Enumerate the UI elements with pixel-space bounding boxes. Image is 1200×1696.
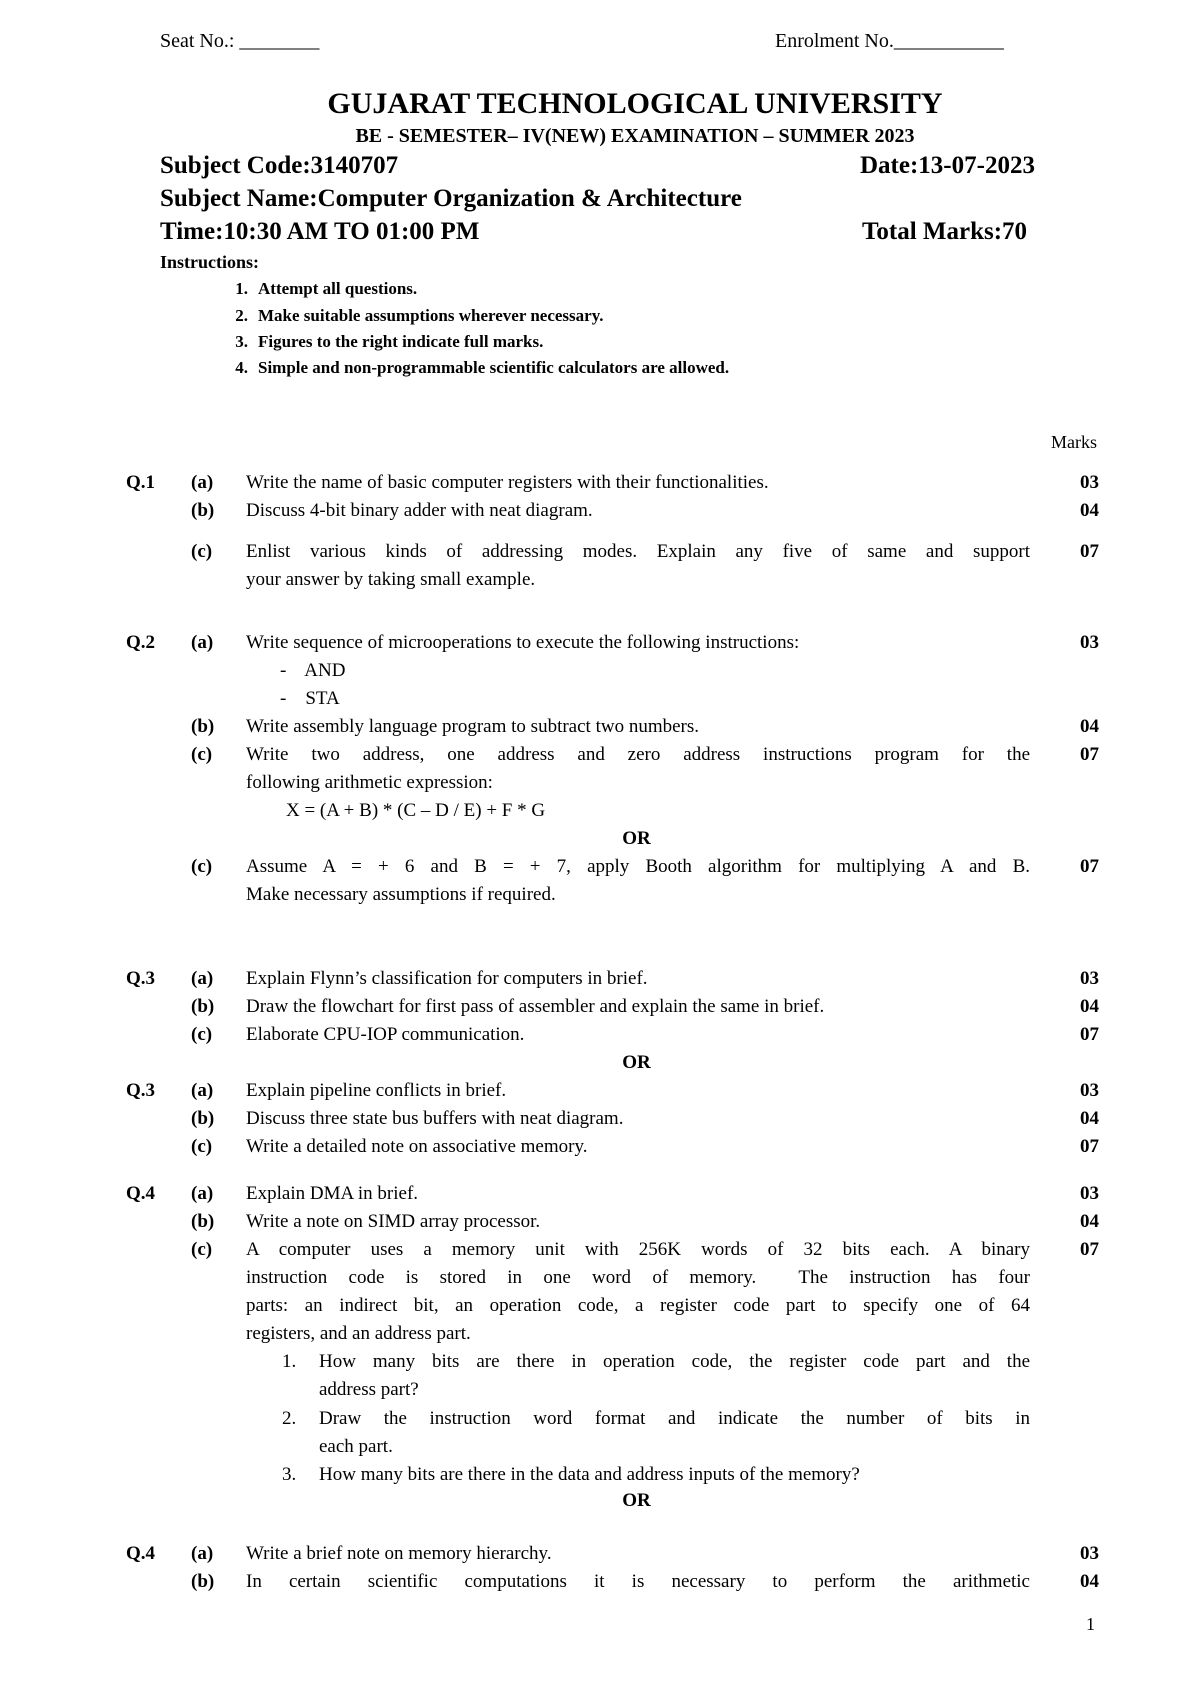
sub-item-text: each part. [319,1436,393,1457]
seat-no: Seat No.: ________ [160,30,320,52]
sub-label: (b) [191,1211,215,1232]
or-separator: OR [622,1490,651,1511]
question-text: A computer uses a memory unit with 256K words of 32 bits each. A binary [246,1239,1030,1260]
sub-item-text: How many bits are there in the data and address inputs of the memory? [319,1464,860,1485]
marks-value: 07 [1080,856,1099,877]
question-text: Assume A = + 6 and B = + 7, apply Booth algorithm for multiplying A and B. [246,856,1030,877]
question-label: Q.1 [126,472,156,493]
instructions-heading: Instructions: [160,252,260,272]
university-title: GUJARAT TECHNOLOGICAL UNIVERSITY [327,87,943,120]
question-text: Draw the flowchart for first pass of assembler and explain the same in brief. [246,996,825,1017]
question-text: Discuss three state bus buffers with neat diagram. [246,1108,624,1129]
marks-value: 07 [1080,1024,1099,1045]
instruction-bullet: - AND [280,660,346,681]
enrolment-no: Enrolment No.___________ [775,30,1004,52]
question-label: Q.4 [126,1543,156,1564]
question-label: Q.2 [126,632,156,653]
marks-value: 04 [1080,1211,1099,1232]
marks-value: 07 [1080,541,1099,562]
question-text: Explain pipeline conflicts in brief. [246,1080,507,1101]
sub-item-text: How many bits are there in operation code, the register code part and the [319,1351,1030,1372]
question-text: Write a note on SIMD array processor. [246,1211,541,1232]
subject-name: Subject Name:Computer Organization & Architecture [160,185,742,212]
question-text: Discuss 4-bit binary adder with neat diagram. [246,500,593,521]
question-text: Enlist various kinds of addressing modes. Explain any five of same and support [246,541,1030,562]
question-label: Q.3 [126,1080,156,1101]
sub-label: (a) [191,1543,214,1564]
question-text: your answer by taking small example. [246,569,536,590]
sub-label: (a) [191,968,214,989]
question-text: Write assembly language program to subtract two numbers. [246,716,700,737]
exam-date: Date:13-07-2023 [860,152,1035,179]
marks-value: 03 [1080,472,1099,493]
sub-label: (b) [191,1108,215,1129]
sub-label: (a) [191,632,214,653]
sub-label: (c) [191,541,213,562]
sub-label: (b) [191,1571,215,1592]
question-text: Make necessary assumptions if required. [246,884,556,905]
instruction-item: 1. Attempt all questions. [235,279,418,298]
marks-heading: Marks [1051,432,1097,452]
marks-value: 04 [1080,500,1099,521]
sub-item-number: 2. [282,1408,297,1429]
marks-value: 07 [1080,1136,1099,1157]
sub-label: (c) [191,856,213,877]
sub-label: (b) [191,716,215,737]
marks-value: 03 [1080,1080,1099,1101]
or-separator: OR [622,1052,651,1073]
exam-time: Time:10:30 AM TO 01:00 PM [160,218,480,245]
arithmetic-expression: X = (A + B) * (C – D / E) + F * G [286,800,546,821]
sub-label: (b) [191,996,215,1017]
sub-label: (c) [191,1239,213,1260]
sub-item-text: address part? [319,1379,419,1400]
marks-value: 07 [1080,744,1099,765]
sub-label: (a) [191,1183,214,1204]
marks-value: 03 [1080,968,1099,989]
sub-label: (c) [191,744,213,765]
question-text: registers, and an address part. [246,1323,471,1344]
question-text: Write the name of basic computer registers with their functionalities. [246,472,769,493]
sub-item-number: 3. [282,1464,297,1485]
exam-title: BE - SEMESTER– IV(NEW) EXAMINATION – SUMMER 2023 [355,125,915,147]
instruction-item: 3. Figures to the right indicate full marks. [235,332,544,351]
marks-value: 04 [1080,996,1099,1017]
marks-value: 04 [1080,716,1099,737]
sub-label: (c) [191,1136,213,1157]
instruction-item: 4. Simple and non-programmable scientific calculators are allowed. [235,358,730,377]
total-marks: Total Marks:70 [862,218,1028,245]
question-text: In certain scientific computations it is necessary to perform the arithmetic [246,1571,1030,1592]
marks-value: 04 [1080,1108,1099,1129]
question-text: parts: an indirect bit, an operation code, a register code part to specify one of 64 [246,1295,1030,1316]
sub-label: (a) [191,472,214,493]
sub-label: (b) [191,500,215,521]
question-text: Write sequence of microoperations to execute the following instructions: [246,632,800,653]
or-separator: OR [622,828,651,849]
question-text: Write a brief note on memory hierarchy. [246,1543,552,1564]
question-text: following arithmetic expression: [246,772,493,793]
sub-item-number: 1. [282,1351,297,1372]
marks-value: 07 [1080,1239,1099,1260]
question-text: Write a detailed note on associative memory. [246,1136,588,1157]
marks-value: 04 [1080,1571,1099,1592]
question-label: Q.3 [126,968,156,989]
sub-label: (c) [191,1024,213,1045]
subject-code: Subject Code:3140707 [160,152,399,179]
sub-label: (a) [191,1080,214,1101]
question-label: Q.4 [126,1183,156,1204]
question-text: Explain Flynn’s classification for computers in brief. [246,968,648,989]
sub-item-text: Draw the instruction word format and indicate the number of bits in [319,1408,1030,1429]
page-number: 1 [1086,1614,1095,1634]
question-text: Elaborate CPU-IOP communication. [246,1024,525,1045]
instruction-item: 2. Make suitable assumptions wherever necessary. [235,306,604,325]
marks-value: 03 [1080,1543,1099,1564]
marks-value: 03 [1080,1183,1099,1204]
instruction-bullet: - STA [280,688,340,709]
marks-value: 03 [1080,632,1099,653]
question-text: Write two address, one address and zero address instructions program for the [246,744,1030,765]
question-text: instruction code is stored in one word of memory. The instruction has four [246,1267,1030,1288]
question-text: Explain DMA in brief. [246,1183,419,1204]
